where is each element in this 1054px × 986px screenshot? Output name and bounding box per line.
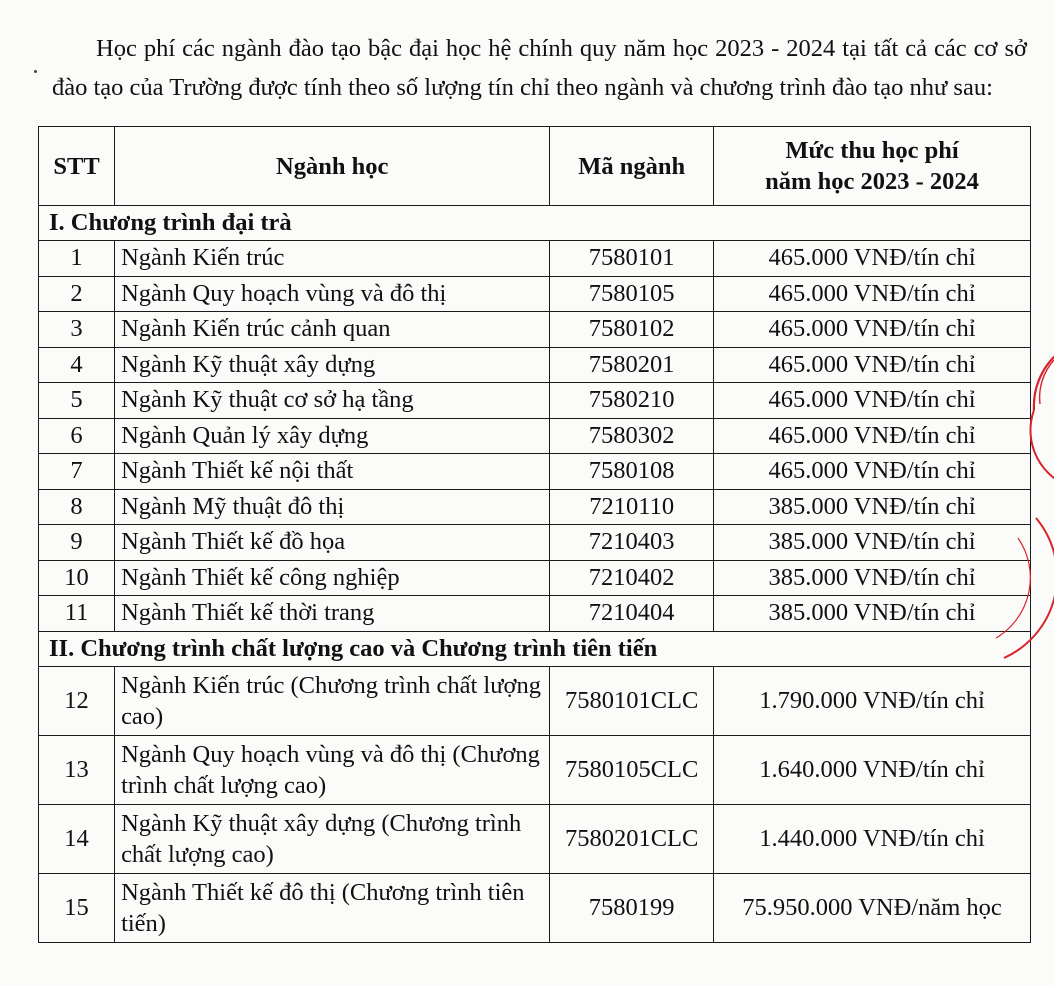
row-name: Ngành Kỹ thuật xây dựng (115, 347, 550, 383)
red-seal-stamp (974, 338, 1054, 668)
row-name: Ngành Kỹ thuật xây dựng (Chương trình chất lượng cao) (115, 804, 550, 873)
row-name: Ngành Thiết kế đô thị (Chương trình tiên tiến) (115, 873, 550, 942)
table-header-row (39, 127, 1031, 206)
section-row (39, 206, 1031, 241)
table-row (39, 666, 1031, 735)
row-stt: 11 (39, 596, 115, 632)
table-row (39, 804, 1031, 873)
row-fee: 465.000 VNĐ/tín chỉ (714, 347, 1031, 383)
row-fee: 385.000 VNĐ/tín chỉ (714, 560, 1031, 596)
row-code: 7210404 (550, 596, 714, 632)
header-fee (714, 127, 1031, 206)
row-stt: 4 (39, 347, 115, 383)
section-title-2: II. Chương trình chất lượng cao và Chương trình tiên tiến (39, 631, 1031, 666)
row-stt: 3 (39, 312, 115, 348)
row-fee: 1.790.000 VNĐ/tín chỉ (714, 666, 1031, 735)
header-fee-line1: Mức thu học phí (785, 137, 959, 164)
row-name: Ngành Thiết kế công nghiệp (115, 560, 550, 596)
table-row (39, 347, 1031, 383)
row-name: Ngành Thiết kế thời trang (115, 596, 550, 632)
table-row (39, 454, 1031, 490)
row-fee: 385.000 VNĐ/tín chỉ (714, 489, 1031, 525)
row-stt: 6 (39, 418, 115, 454)
table-row (39, 560, 1031, 596)
header-fee-line2: năm học 2023 - 2024 (765, 168, 979, 195)
row-code: 7580199 (550, 873, 714, 942)
row-code: 7580201 (550, 347, 714, 383)
tuition-fee-table (38, 126, 1031, 943)
row-name: Ngành Thiết kế nội thất (115, 454, 550, 490)
row-fee: 465.000 VNĐ/tín chỉ (714, 418, 1031, 454)
table-row (39, 525, 1031, 561)
row-fee: 465.000 VNĐ/tín chỉ (714, 383, 1031, 419)
row-code: 7210402 (550, 560, 714, 596)
row-name: Ngành Quy hoạch vùng và đô thị (Chương trình chất lượng cao) (115, 735, 550, 804)
row-stt: 2 (39, 276, 115, 312)
row-stt: 5 (39, 383, 115, 419)
row-name: Ngành Quy hoạch vùng và đô thị (115, 276, 550, 312)
row-stt: 15 (39, 873, 115, 942)
row-stt: 8 (39, 489, 115, 525)
section-title-1: I. Chương trình đại trà (39, 206, 1031, 241)
row-fee: 465.000 VNĐ/tín chỉ (714, 454, 1031, 490)
table-row (39, 276, 1031, 312)
row-code: 7580102 (550, 312, 714, 348)
row-stt: 7 (39, 454, 115, 490)
row-stt: 13 (39, 735, 115, 804)
table-row (39, 383, 1031, 419)
row-name: Ngành Thiết kế đồ họa (115, 525, 550, 561)
row-code: 7580101 (550, 241, 714, 277)
table-row (39, 241, 1031, 277)
table-body (39, 206, 1031, 632)
row-code: 7580108 (550, 454, 714, 490)
row-code: 7210403 (550, 525, 714, 561)
row-stt: 1 (39, 241, 115, 277)
table-row (39, 489, 1031, 525)
header-stt: STT (39, 127, 115, 206)
table-row (39, 596, 1031, 632)
row-code: 7580105 (550, 276, 714, 312)
row-fee: 385.000 VNĐ/tín chỉ (714, 596, 1031, 632)
row-name: Ngành Kiến trúc cảnh quan (115, 312, 550, 348)
row-fee: 385.000 VNĐ/tín chỉ (714, 525, 1031, 561)
row-stt: 14 (39, 804, 115, 873)
row-stt: 12 (39, 666, 115, 735)
row-name: Ngành Quản lý xây dựng (115, 418, 550, 454)
row-fee: 75.950.000 VNĐ/năm học (714, 873, 1031, 942)
row-fee: 465.000 VNĐ/tín chỉ (714, 241, 1031, 277)
row-fee: 1.640.000 VNĐ/tín chỉ (714, 735, 1031, 804)
row-code: 7210110 (550, 489, 714, 525)
row-fee: 465.000 VNĐ/tín chỉ (714, 312, 1031, 348)
row-code: 7580210 (550, 383, 714, 419)
row-code: 7580101CLC (550, 666, 714, 735)
row-fee: 1.440.000 VNĐ/tín chỉ (714, 804, 1031, 873)
table-body-2 (39, 631, 1031, 942)
section-row (39, 631, 1031, 666)
row-code: 7580302 (550, 418, 714, 454)
table-row (39, 418, 1031, 454)
header-code: Mã ngành (550, 127, 714, 206)
intro-paragraph: Học phí các ngành đào tạo bậc đại học hệ chính quy năm học 2023 - 2024 tại tất cả các cơ sở đào tạo của Trường được tính theo số lượng tín chỉ theo ngành và chương trình đào tạo như sau: (52, 34, 1027, 101)
header-name: Ngành học (115, 127, 550, 206)
row-stt: 10 (39, 560, 115, 596)
table-row (39, 873, 1031, 942)
row-code: 7580201CLC (550, 804, 714, 873)
table-row (39, 312, 1031, 348)
row-fee: 465.000 VNĐ/tín chỉ (714, 276, 1031, 312)
row-code: 7580105CLC (550, 735, 714, 804)
row-name: Ngành Mỹ thuật đô thị (115, 489, 550, 525)
row-stt: 9 (39, 525, 115, 561)
table-row (39, 735, 1031, 804)
row-name: Ngành Kiến trúc (Chương trình chất lượng cao) (115, 666, 550, 735)
row-name: Ngành Kỹ thuật cơ sở hạ tầng (115, 383, 550, 419)
row-name: Ngành Kiến trúc (115, 241, 550, 277)
margin-dot (34, 70, 37, 73)
